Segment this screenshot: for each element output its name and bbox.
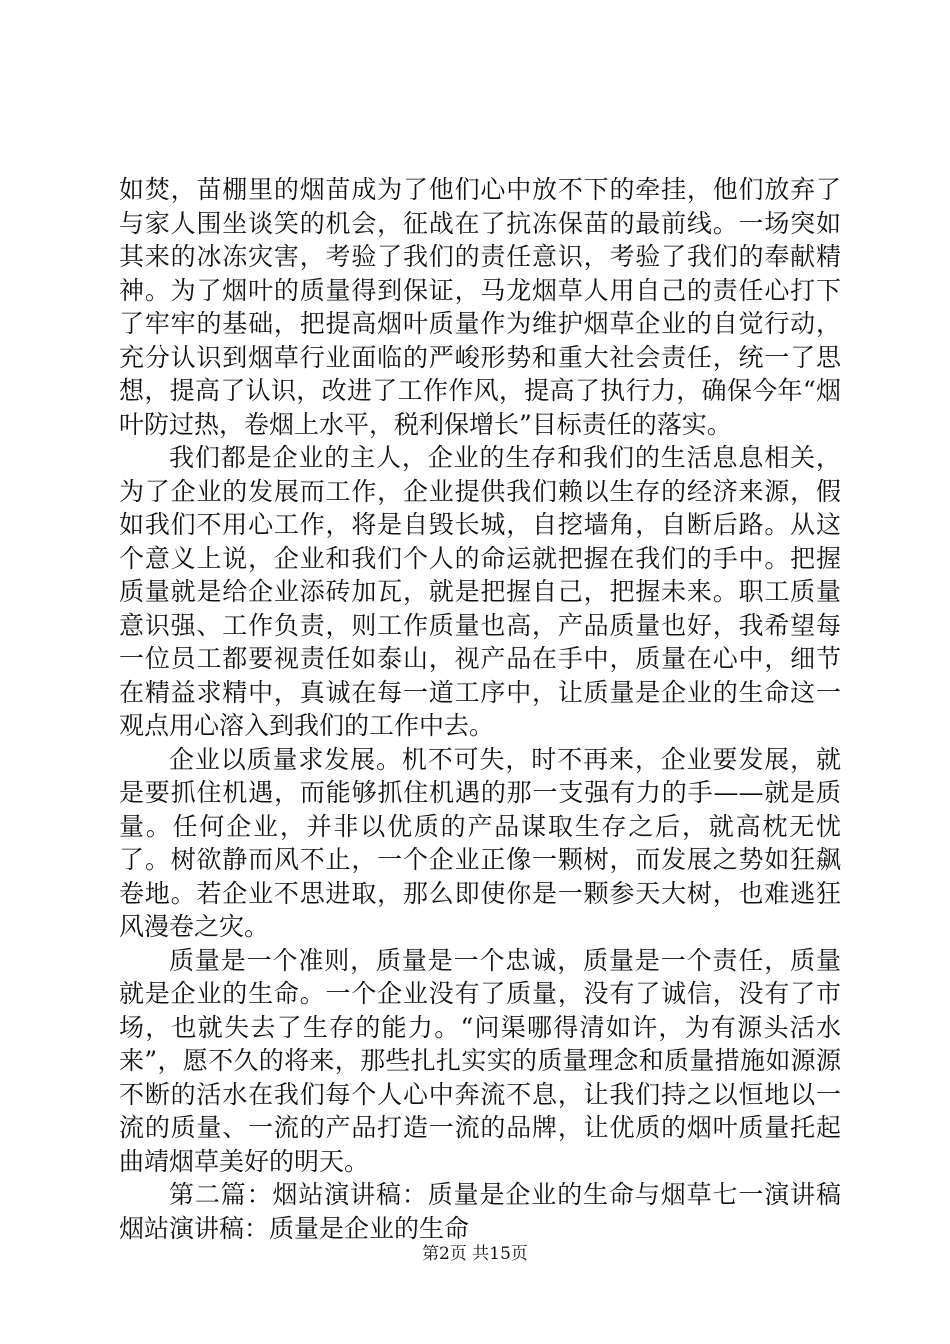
paragraph-5-section-heading: 第二篇：烟站演讲稿：质量是企业的生命与烟草七一演讲稿烟站演讲稿：质量是企业的生命 (119, 1180, 841, 1243)
paragraph-2: 我们都是企业的主人，企业的生存和我们的生活息息相关，为了企业的发展而工作，企业提供我们赖以生存的经济来源，假如我们不用心工作，将是自毁长城，自挖墙角，自断后路。从这个意义上说，企业和我们个人的命运就把握在我们的手中。把握质量就是给企业添砖加瓦，就是把握自己，把握未来。职工质量意识强、工作负责，则工作质量也高，产品质量也好，我希望每一位员工都要视责任如泰山，视产品在手中，质量在心中，细节在精益求精中，真诚在每一道工序中，让质量是企业的生命这一观点用心溶入到我们的工作中去。 (119, 443, 841, 740)
paragraph-3: 企业以质量求发展。机不可失，时不再来，企业要发展，就是要抓住机遇，而能够抓住机遇的那一支强有力的手——就是质量。任何企业，并非以优质的产品谋取生存之后，就高枕无忧了。树欲静而风不止，一个企业正像一颗树，而发展之势如狂飙卷地。若企业不思进取，那么即使你是一颗参天大树，也难逃狂风漫卷之灾。 (119, 744, 841, 941)
document-body (119, 173, 841, 1245)
page-number-footer: 第2页 共15页 (422, 1244, 528, 1264)
paragraph-1: 如焚，苗棚里的烟苗成为了他们心中放不下的牵挂，他们放弃了与家人围坐谈笑的机会，征战在了抗冻保苗的最前线。一场突如其来的冰冻灾害，考验了我们的责任意识，考验了我们的奉献精神。为了烟叶的质量得到保证，马龙烟草人用自己的责任心打下了牢牢的基础，把提高烟叶质量作为维护烟草企业的自觉行动，充分认识到烟草行业面临的严峻形势和重大社会责任，统一了思想，提高了认识，改进了工作作风，提高了执行力，确保今年“烟叶防过热，卷烟上水平，税利保增长”目标责任的落实。 (119, 175, 841, 439)
paragraph-4: 质量是一个准则，质量是一个忠诚，质量是一个责任，质量就是企业的生命。一个企业没有了质量，没有了诚信，没有了市场，也就失去了生存的能力。“问渠哪得清如许，为有源头活水来”，愿不久的将来，那些扎扎实实的质量理念和质量措施如源源不断的活水在我们每个人心中奔流不息，让我们持之以恒地以一流的质量、一流的产品打造一流的品牌，让优质的烟叶质量托起曲靖烟草美好的明天。 (119, 945, 841, 1176)
